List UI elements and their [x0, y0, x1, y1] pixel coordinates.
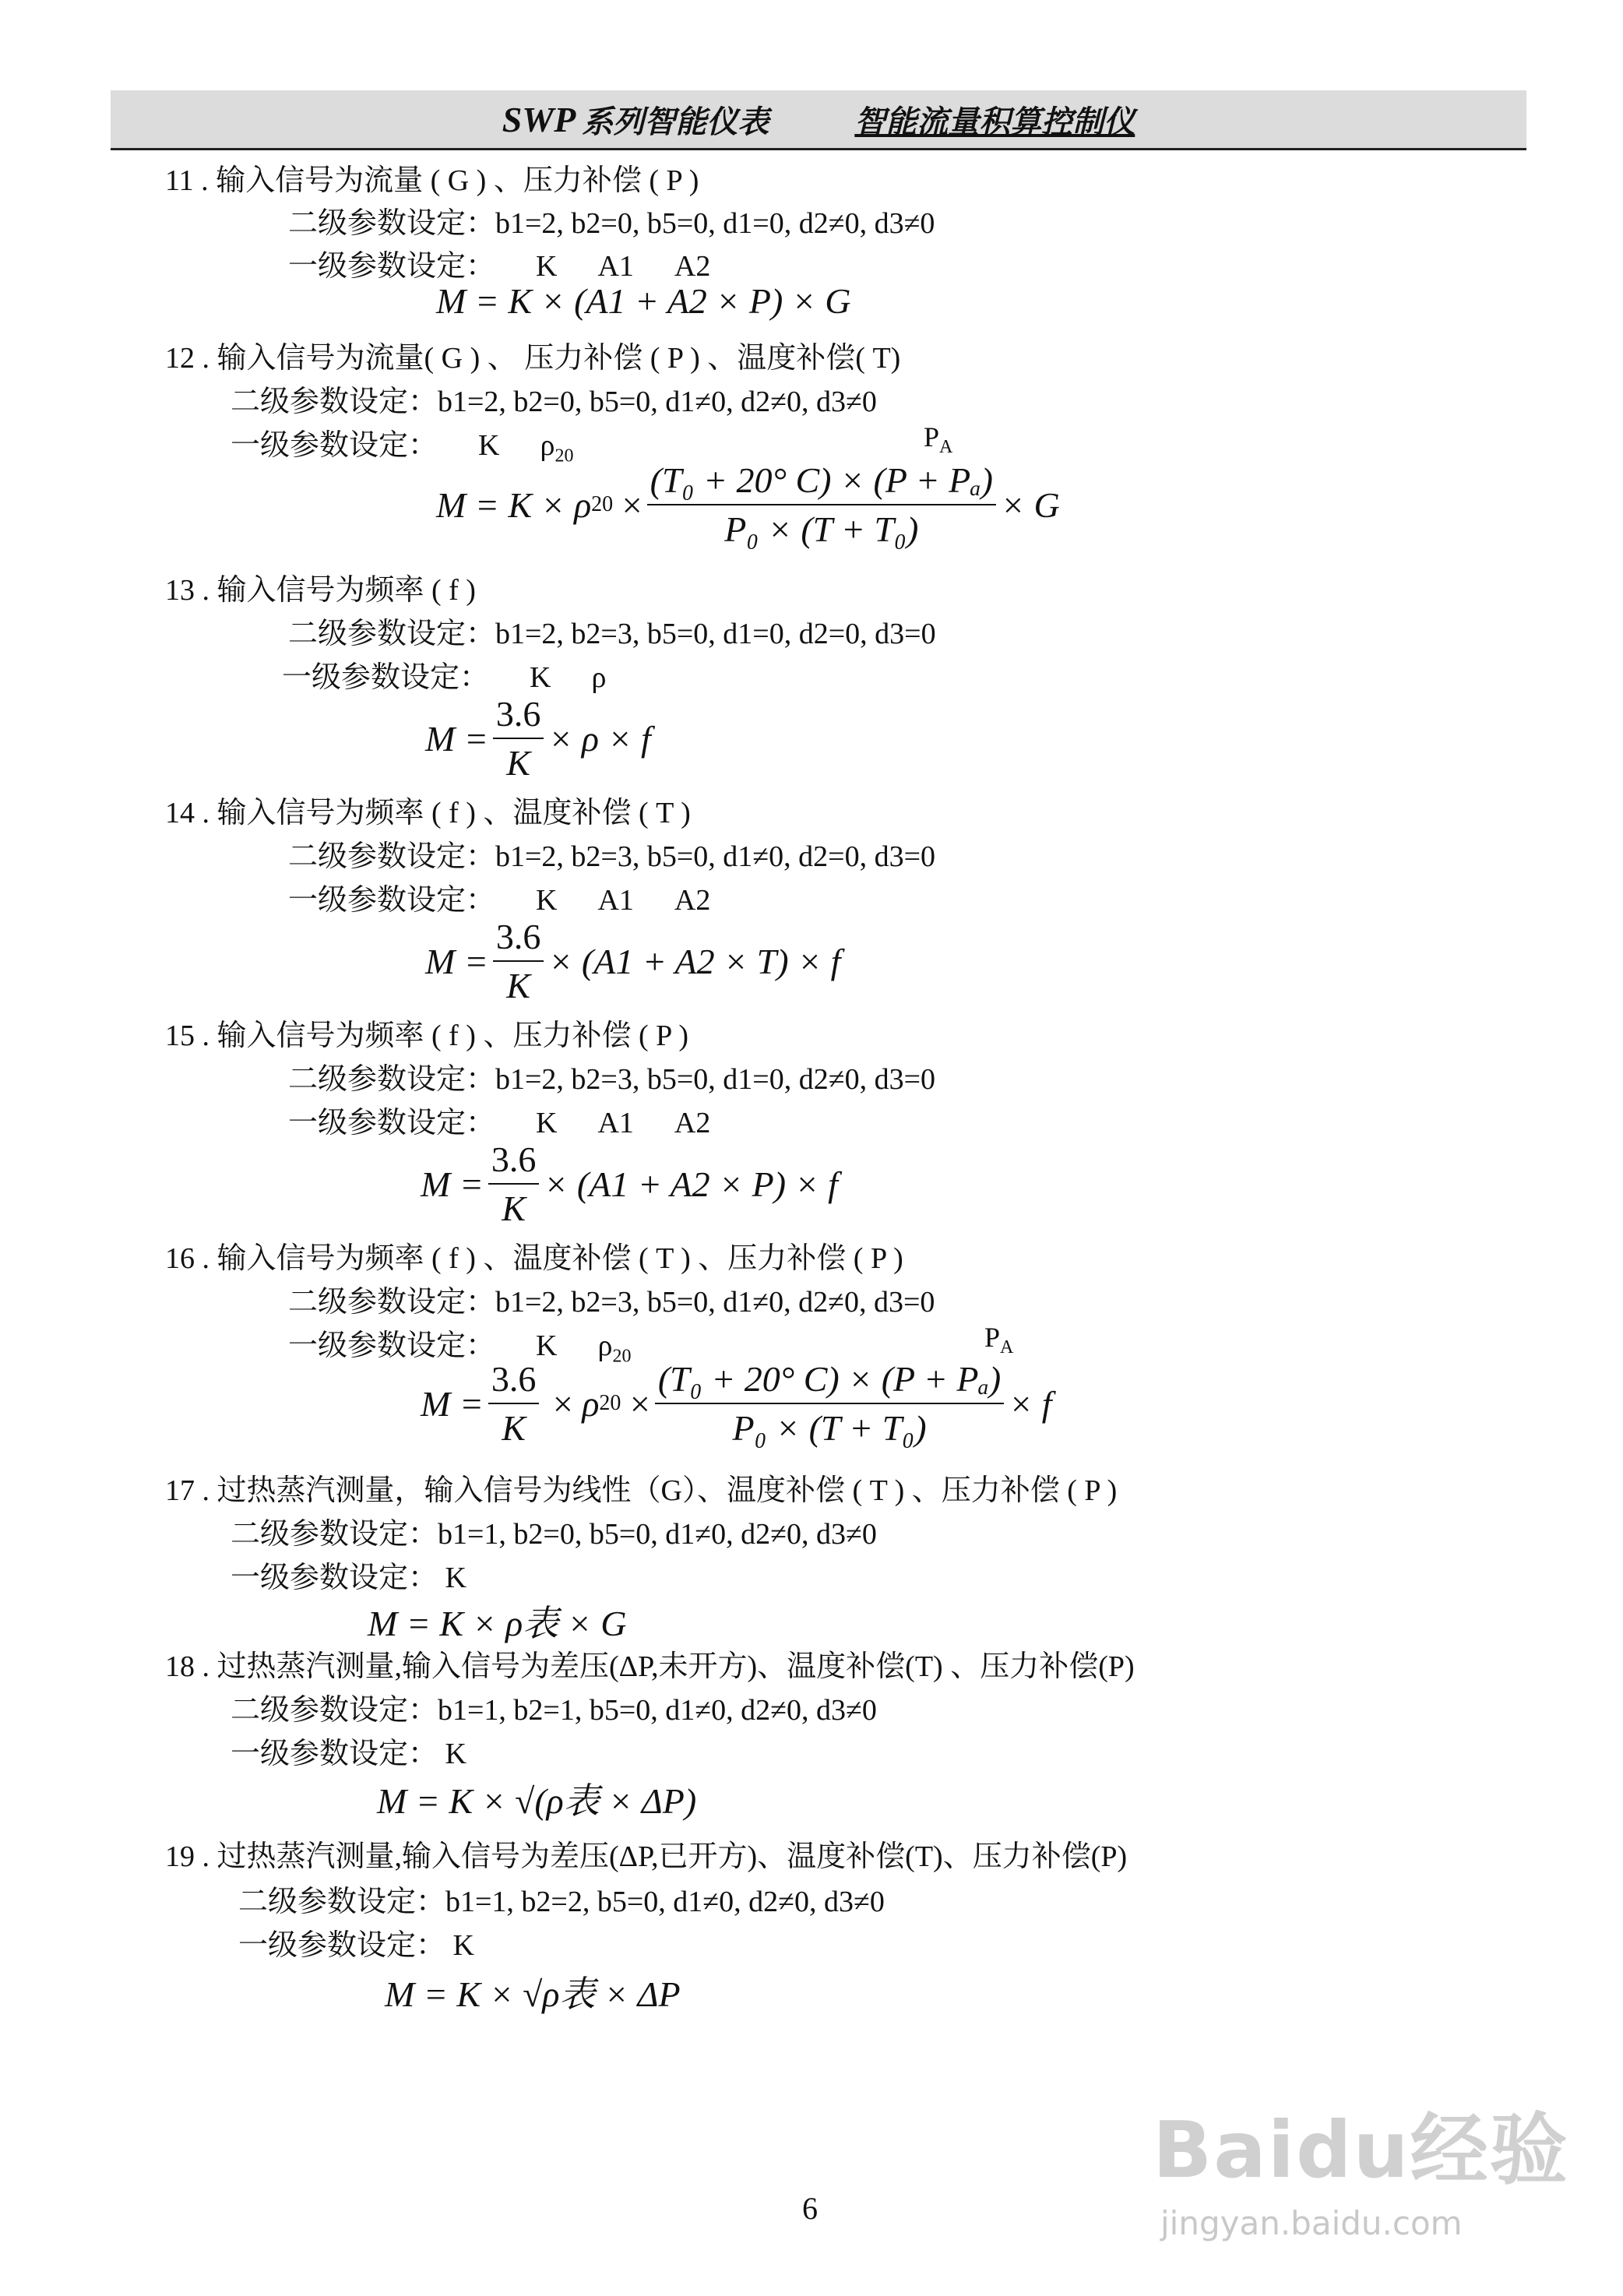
watermark-url: jingyan.baidu.com — [1160, 2204, 1463, 2242]
section-16-params-level1: 一级参数设定： K $\rho_{20}$ — [288, 1329, 632, 1367]
section-18-heading: 18 . 过热蒸汽测量,输入信号为差压(ΔP,未开方)、温度补偿(T) 、压力补偿(P) — [165, 1650, 1135, 1683]
section-13-params-level1: 一级参数设定： K ρ — [282, 661, 607, 694]
section-13-params-level2: 二级参数设定：b1=2, b2=3, b5=0, d1=0, d2=0, d3=0 — [288, 618, 936, 650]
section-15-heading: 15 . 输入信号为频率 ( f ) 、压力补偿 ( P ) — [165, 1019, 688, 1052]
section-15-params-level2: 二级参数设定：b1=2, b2=3, b5=0, d1=0, d2≠0, d3=0 — [288, 1063, 936, 1096]
section-12-params-level1: 一级参数设定： K $\rho_{20}$ — [231, 429, 574, 467]
baidu-jingyan-logo: Baidu经验 — [1153, 2104, 1569, 2196]
formula-17: M = K × ρ表 × G — [368, 1604, 627, 1643]
section-12-heading: 12 . 输入信号为流量( G ) 、 压力补偿 ( P ) 、温度补偿( T) — [165, 342, 901, 375]
header-series: 系列智能仪表 — [582, 104, 769, 140]
section-13-heading: 13 . 输入信号为频率 ( f ) — [165, 574, 476, 607]
formula-16: M = $\frac{3.6}{K}$ × ρ 20 × $\frac{\text{(T₀ + 20° C) × (P + Pₐ)}}{\text{P₀ × (T + T₀)}}$ × f — [421, 1359, 1052, 1448]
section-12-params-level2: 二级参数设定：b1=2, b2=0, b5=0, d1≠0, d2≠0, d3≠0 — [231, 386, 877, 418]
section-19-params-level2: 二级参数设定：b1=1, b2=2, b5=0, d1≠0, d2≠0, d3≠0 — [238, 1886, 885, 1918]
formula-12: M = K × ρ 20 × $\frac{\text{(T₀ + 20° C) × (P + Pₐ)}}{\text{P₀ × (T + T₀)}}$ × G — [436, 460, 1060, 549]
formula-14: M = $\frac{3.6}{K}$ × (A1 + A2 × T) × f — [425, 917, 841, 1005]
section-14-params-level1: 一级参数设定： K A1 A2 — [288, 884, 711, 917]
page-header — [111, 90, 1526, 150]
section-18-params-level2: 二级参数设定：b1=1, b2=1, b5=0, d1≠0, d2≠0, d3≠0 — [231, 1694, 877, 1727]
section-16-params-level2: 二级参数设定：b1=2, b2=3, b5=0, d1≠0, d2≠0, d3=0 — [288, 1286, 935, 1319]
section-14-heading: 14 . 输入信号为频率 ( f ) 、温度补偿 ( T ) — [165, 797, 691, 829]
section-19-heading: 19 . 过热蒸汽测量,输入信号为差压(ΔP,已开方)、温度补偿(T)、压力补偿(P) — [165, 1840, 1128, 1873]
section-14-params-level2: 二级参数设定：b1=2, b2=3, b5=0, d1≠0, d2=0, d3=0 — [288, 840, 936, 873]
header-brand: SWP — [502, 99, 576, 139]
section-17-params-level1: 一级参数设定： K — [231, 1562, 466, 1594]
page-number: 6 — [802, 2191, 818, 2226]
section-11-params-level1: 一级参数设定： K A1 A2 — [288, 250, 711, 283]
section-16-pa-param: $P_A$ — [984, 1322, 1014, 1358]
section-16-heading: 16 . 输入信号为频率 ( f ) 、温度补偿 ( T ) 、压力补偿 ( P ) — [165, 1242, 903, 1275]
formula-11: M = K × (A1 + A2 × P) × G — [436, 281, 851, 321]
formula-19: M = K × √ρ表 × ΔP — [385, 1974, 681, 2014]
section-17-params-level2: 二级参数设定：b1=1, b2=0, b5=0, d1≠0, d2≠0, d3≠0 — [231, 1518, 877, 1551]
section-12-pa-param: $P_A$ — [924, 421, 953, 458]
section-17-heading: 17 . 过热蒸汽测量，输入信号为线性（G）、温度补偿 ( T ) 、压力补偿 ( P ) — [165, 1474, 1118, 1507]
section-19-params-level1: 一级参数设定： K — [238, 1929, 474, 1962]
formula-13: M = $\frac{3.6}{K}$ × ρ × f — [425, 694, 651, 783]
formula-15: M = $\frac{3.6}{K}$ × (A1 + A2 × P) × f — [421, 1139, 838, 1228]
formula-18: M = K × √(ρ表 × ΔP) — [377, 1781, 697, 1821]
header-product-title: 智能流量积算控制仪 — [854, 104, 1135, 140]
section-11-heading: 11 . 输入信号为流量 ( G ) 、压力补偿 ( P ) — [165, 164, 699, 197]
section-15-params-level1: 一级参数设定： K A1 A2 — [288, 1107, 711, 1139]
section-18-params-level1: 一级参数设定： K — [231, 1738, 466, 1770]
baidu-watermark — [1153, 2087, 1589, 2259]
section-11-params-level2: 二级参数设定：b1=2, b2=0, b5=0, d1=0, d2≠0, d3≠0 — [288, 207, 935, 240]
